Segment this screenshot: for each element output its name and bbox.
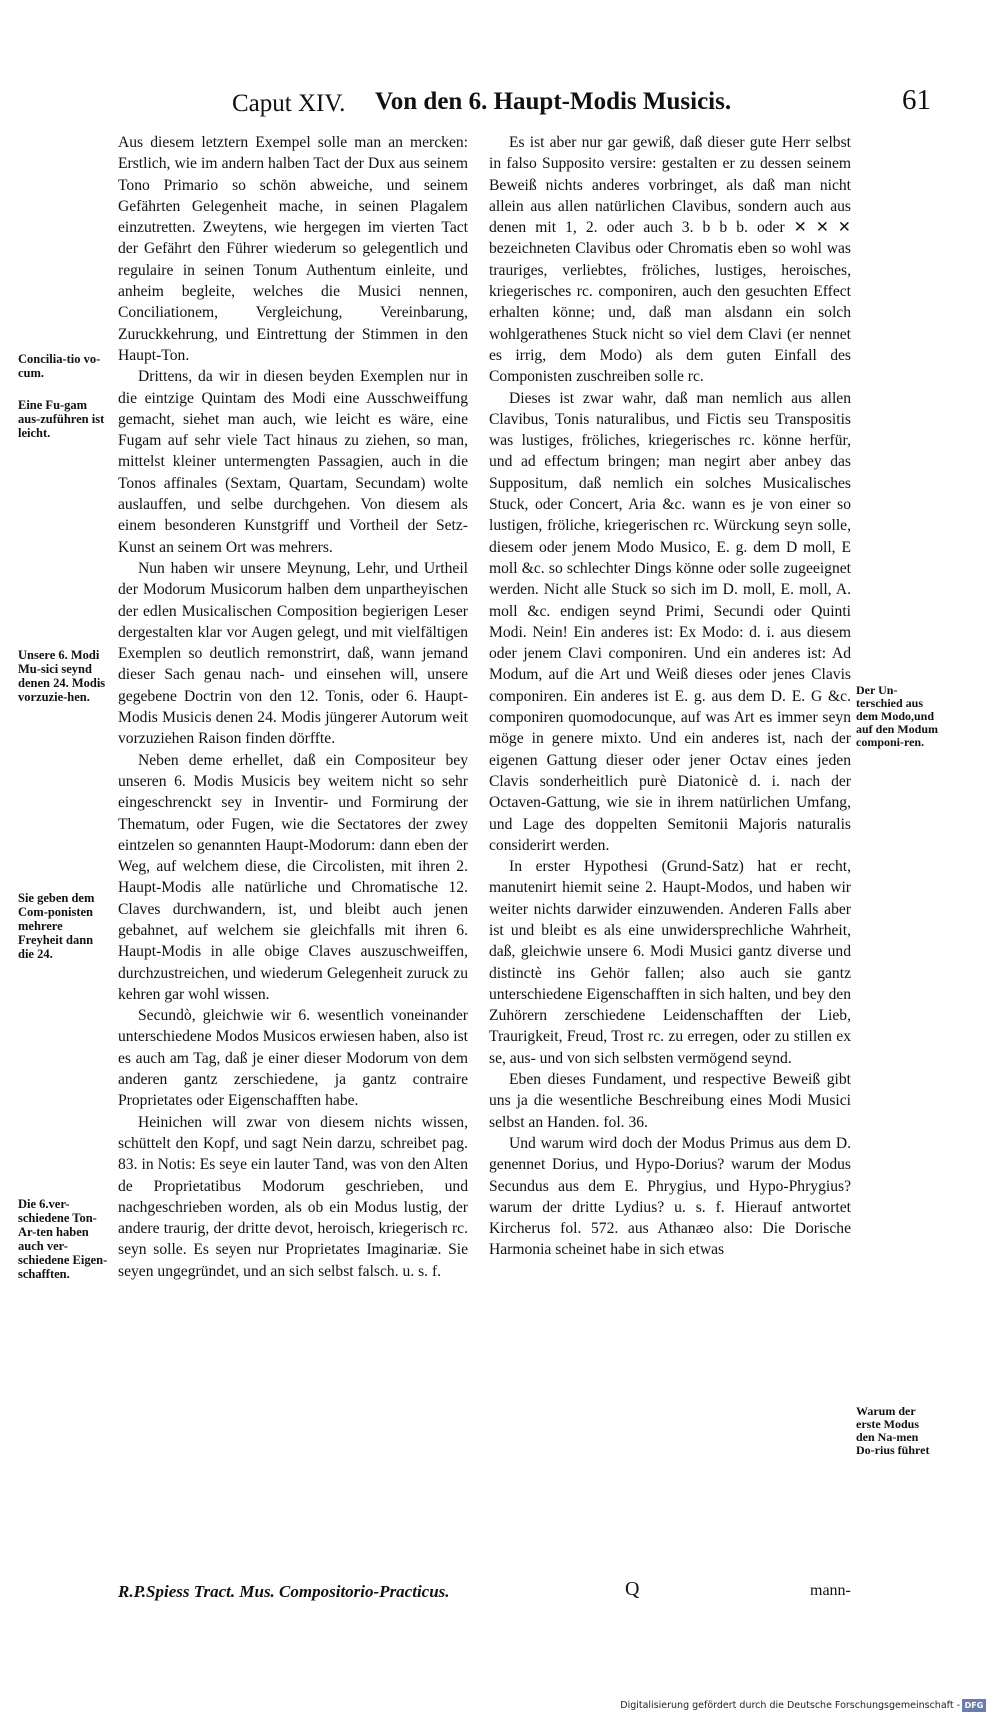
paragraph: Aus diesem letztern Exempel solle man an mercken: Erstlich, wie im andern halben Tact der Dux aus seinem Tono Primario so schön abweiche, und seinem Gefährten Gelegenheit mache, in seinen Plagalem einzutretten. Zweytens, wie hergegen im vierten Tact der Gefährt den Führer wiederum so gelegentlich und regulaire in seinen Tonum Authentum einleite, und anheim begleite, welches die Musici nennen, Conciliationem, Vergleichung, Vereinbarung, Zuruckkehrung, und Eintrettung der Stimmen in den Haupt-Ton. <box>118 134 468 364</box>
running-header <box>0 84 1000 124</box>
paragraph: In erster Hypothesi (Grund-Satz) hat er recht, manutenirt hiemit seine 2. Haupt-Modos, und haben wir weiter nichts darwider einzuwenden. Anderen Falls aber ist und bleibt es als eine unwidersprechliche Wahrheit, daß, gleichwie unsere 6. Modi Musici gantz diverse und distinctè ins Gehör fallen; also auch sie gantz unterschiedene Eigenschafften in sich halten, und bey den Zuhörern zerschiedene Leidenschafften der Lieb, Traurigkeit, Freud, Trost rc. zu erregen, oder zu stillen ex se, aus- und von sich selbsten vermögend seynd. <box>489 858 851 1067</box>
chapter-label: Caput XIV. <box>232 90 346 117</box>
left-text-column <box>118 132 468 1282</box>
margin-note-left: Eine Fu-gam aus-zuführen ist leicht. <box>18 398 105 440</box>
citation-signature: R.P.Spiess Tract. Mus. Compositorio-Practicus. <box>118 1582 450 1601</box>
digitization-footer <box>560 1698 990 1714</box>
paragraph: Drittens, da wir in diesen beyden Exemplen nur in die eintzige Quintam des Modi eine Ausschweiffung gemacht, siehet man auch, wie leicht es wäre, eine Fugam auf sehr viele Tact hinaus zu ziehen, so man, mittelst kleiner untermengten Passagien, auch in die Tonos affinales (Sextam, Quartam, Secundam) wolte auslauffen, und selbe durchgehen. Von diesem als einem besonderen Kunstgriff und Vortheil der Setz-Kunst an seinem Ort was mehrers. <box>118 368 468 556</box>
signature-mark: Q <box>625 1578 640 1600</box>
footer-text: Digitalisierung gefördert durch die Deutsche Forschungsgemeinschaft - <box>620 1700 960 1711</box>
paragraph: Dieses ist zwar wahr, daß man nemlich aus allen Clavibus, Tonis naturalibus, und Fictis seu Transpositis was lustiges, fröliches, kriegerisches rc. könne herfür, und ad effectum bringen; man negirt aber anbey das Suppositum, daß nemlich ein solches Musicalisches Stuck, oder Concert, Aria &c. wann es je von einer so lustigen, fröliche, kriegerischen rc. Würckung seyn solle, diesem oder jenem Modo Musico, E. g. dem D moll, E moll &c. so schlechter Dings könne oder solle zugeeignet werden. Nicht alle Stuck so sich im D. moll, E. moll, A. moll &c. endigen seynd Primi, Secundi oder Quinti Modi. Nein! Ein anderes ist: Ex Modo: d. i. aus diesem oder jenem Clavi componiren. Und ein anderes ist: Ad Modum, auf die Art und Weiß dieses oder jenes Clavis componiren. Ein anderes ist E. g. aus dem D. E. G &c. componiren quomodocunque, auf was Art es immer seyn möge in genere mixto. Und ein anderes ist, nach der eigenen Gattung dieser oder jener Octav eines jeden Clavis sonderheitlich purè Diatonicè d. i. nach der Octaven-Gattung, wie sie in ihrem natürlichen Umfang, und Lage des doppelten Semitonii Majoris naturalis considerirt werden. <box>489 389 851 854</box>
page-number: 61 <box>902 84 931 116</box>
paragraph: Heinichen will zwar von diesem nichts wissen, schüttelt den Kopf, und sagt Nein darzu, schreibet pag. 83. in Notis: Es seye ein lauter Tand, was von den Alten de Proprietatibus Modorum geschrieben, und nachgeschrieben worden, als ob ein Modus lustig, der andere traurig, der dritte devot, heroisch, kriegerisch rc. seyn solle. Es seyen nur Proprietates Imaginariæ. Sie seyen ungegründet, und an sich selbst falsch. u. s. f. <box>118 1113 468 1280</box>
paragraph: Secundò, gleichwie wir 6. wesentlich voneinander unterschiedene Modos Musicos erwiesen haben, also ist es auch am Tag, daß je einer dieser Modorum von dem anderen gantz zerschiedene, ja gantz contraire Proprietates oder Eigenschafften habe. <box>118 1007 468 1110</box>
paragraph: Neben deme erhellet, daß ein Compositeur bey unseren 6. Modis Musicis bey weitem nicht so sehr eingeschrenckt sey in Inventir- und Formirung der Thematum, oder Fugen, wie die Sectatores der zwey eintzelen so genannten Haupt-Modorum: dann eben der Weg, auf welchem diese, die Circolisten, mit ihren 2. Haupt-Modis alle natürliche und Chromatische 12. Claves durchwandern, ist, und bleibt auch jenen gebahnet, auf welchem sie gleichfalls mit ihren 6. Haupt-Modis in alle obige Claves auszuschweiffen, durchzustreichen, und wiederum Gelegenheit zuruck zu kehren gar wohl wissen. <box>118 751 468 1003</box>
margin-note-left: Unsere 6. Modi Mu-sici seynd denen 24. Modis vorzuzie-hen. <box>18 648 106 704</box>
dfg-logo: DFG <box>962 1699 986 1712</box>
paragraph: Nun haben wir unsere Meynung, Lehr, und Urtheil der Modorum Musicorum halben dem unpartheyischen der edlen Musicalischen Composition begierigen Leser dergestalten klar vor Augen gelegt, und mit vielfältigen Exemplen so deutlich remonstrirt, daß, wann jemand dieser Sach genau nach- und einsehen will, unsere gegebene Doctrin von den 12. Tonis, oder 6. Haupt-Modis Musicis denen 24. Modis jüngerer Autorum weit vorzuziehen Raison finden dörffte. <box>118 559 468 748</box>
paragraph: Es ist aber nur gar gewiß, daß dieser gute Herr selbst in falso Supposito versire: gestalten er zu dessen seinem Beweiß nichts anderes vorbringet, als daß man nicht allein aus allen natürlichen Clavibus, sondern auch aus denen mit 1, 2. oder auch 3. b b b. oder ✕ ✕ ✕ bezeichneten Clavibus oder Chromatis eben so wohl was trauriges, verliebtes, fröliches, lustiges, heroisches, kriegerisches rc. componiren, auch den gesuchten Effect erhalten könne; und, daß man alsdann ein solch wohlgerathenes Stuck nicht so viel dem Clavi (er nennet es irrig, dem Modo) als dem guten Einfall des Componisten zuschreiben solle rc. <box>489 134 851 386</box>
margin-note-left: Sie geben dem Com-ponisten mehrere Freyheit dann die 24. <box>18 891 95 961</box>
paragraph: Eben dieses Fundament, und respective Beweiß gibt uns ja die wesentliche Beschreibung eines Modi Musici selbst an Handen. fol. 36. <box>489 1071 851 1131</box>
margin-note-left: Concilia-tio vo-cum. <box>18 352 101 380</box>
margin-note-right: Warum der erste Modus den Na-men Do-rius führet <box>856 1404 930 1457</box>
catchword: mann- <box>810 1582 851 1599</box>
margin-note-left: Die 6.ver-schiedene Ton-Ar-ten haben auch ver-schiedene Eigen-schafften. <box>18 1197 108 1281</box>
margin-note-right: Der Un-terschied aus dem Modo,und auf den Modum componi-ren. <box>856 683 939 749</box>
paragraph: Und warum wird doch der Modus Primus aus dem D. genennet Dorius, und Hypo-Dorius? warum der Modus Secundus aus dem E. Phrygius, und Hypo-Phrygius? warum der dritte Lydius? u. s. f. Hierauf antwortet Kircherus fol. 572. aus Athanæo also: Die Dorische Harmonia scheinet habe in sich etwas <box>489 1134 851 1259</box>
right-text-column <box>489 132 851 1261</box>
chapter-title: Von den 6. Haupt-Modis Musicis. <box>375 88 732 115</box>
